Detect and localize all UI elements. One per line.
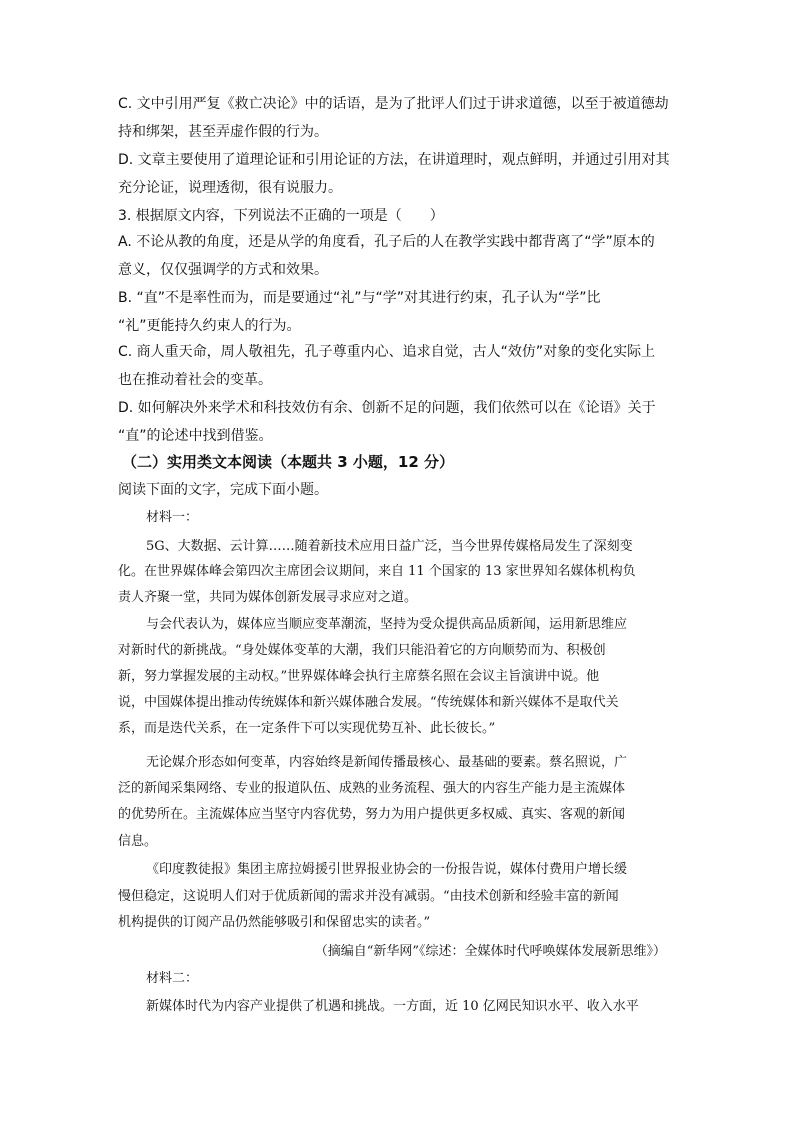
- q3-option-b-line2: “礼”更能持久约束人的行为。: [118, 318, 301, 334]
- material1-p3-line4: 信息。: [118, 834, 158, 849]
- material2-label: 材料二：: [146, 971, 199, 986]
- material1-p4-line3: 机构提供的订阅产品仍然能够吸引和保留忠实的读者。”: [118, 915, 431, 930]
- q3-option-d-line1: D. 如何解决外来学术和科技效仿有余、创新不足的问题，我们依然可以在《论语》关于: [118, 400, 656, 416]
- material1-p2-line5: 系，而是迭代关系，在一定条件下可以实现优势互补、此长彼长。”: [118, 721, 496, 736]
- material1-p1-line2: 化。在世界媒体峰会第四次主席团会议期间，来自 11 个国家的 13 家世界知名媒体机构负: [118, 564, 636, 579]
- material1-source: （摘编自“新华网”《综述：全媒体时代呼唤媒体发展新思维》）: [314, 944, 666, 959]
- q3-stem: 3. 根据原文内容，下列说法不正确的一项是（ ）: [118, 208, 444, 224]
- material2-p1-line1: 新媒体时代为内容产业提供了机遇和挑战。一方面，近 10 亿网民知识水平、收入水平: [146, 999, 639, 1014]
- q3-option-b-line1: B. “直”不是率性而为，而是要通过“礼”与“学”对其进行约束，孔子认为“学”比: [118, 290, 601, 306]
- material1-label: 材料一：: [146, 510, 199, 525]
- material1-p1-line1: 5G、大数据、云计算……随着新技术应用日益广泛，当今世界传媒格局发生了深刻变: [146, 539, 633, 554]
- q3-option-a-line2: 意义，仅仅强调学的方式和效果。: [118, 262, 328, 278]
- q2-option-c-line1: C. 文中引用严复《救亡决论》中的话语，是为了批评人们过于讲求道德，以至于被道德劫: [118, 96, 669, 112]
- q3-option-c-line1: C. 商人重天命，周人敬祖先，孔子尊重内心、追求自觉，古人“效仿”对象的变化实际上: [118, 344, 656, 360]
- section-heading: （二）实用类文本阅读（本题共 3 小题，12 分）: [122, 453, 454, 471]
- q2-option-c-line2: 持和绑架，甚至弄虚作假的行为。: [118, 124, 328, 140]
- q3-option-c-line2: 也在推动着社会的变革。: [118, 372, 272, 388]
- material1-p2-line3: 新，努力掌握发展的主动权。”世界媒体峰会执行主席蔡名照在会议主旨演讲中说。他: [118, 669, 600, 684]
- material1-p4-line1: 《印度教徒报》集团主席拉姆援引世界报业协会的一份报告说，媒体付费用户增长缓: [146, 862, 628, 877]
- material1-p2-line1: 与会代表认为，媒体应当顺应变革潮流，坚持为受众提供高品质新闻，运用新思维应: [146, 617, 628, 632]
- material1-p3-line3: 的优势所在。主流媒体应当坚守内容优势，努力为用户提供更多权威、真实、客观的新闻: [118, 807, 626, 822]
- material1-p2-line2: 对新时代的新挑战。“身处媒体变革的大潮，我们只能沿着它的方向顺势而为、积极创: [118, 643, 606, 658]
- section-instruction: 阅读下面的文字，完成下面小题。: [118, 482, 328, 498]
- material1-p4-line2: 慢但稳定，这说明人们对于优质新闻的需求并没有减弱。“由技术创新和经验丰富的新闻: [118, 889, 619, 904]
- q3-option-a-line1: A. 不论从教的角度，还是从学的角度看，孔子后的人在教学实践中都背离了“学”原本的: [118, 234, 655, 250]
- material1-p2-line4: 说，中国媒体提出推动传统媒体和新兴媒体融合发展。“传统媒体和新兴媒体不是取代关: [118, 695, 619, 710]
- material1-p1-line3: 责人齐聚一堂，共同为媒体创新发展寻求应对之道。: [118, 590, 418, 605]
- q3-option-d-line2: “直”的论述中找到借鉴。: [118, 428, 273, 444]
- q2-option-d-line1: D. 文章主要使用了道理论证和引用论证的方法，在讲道理时，观点鲜明，并通过引用对其: [118, 152, 670, 168]
- material1-p3-line2: 泛的新闻采集网络、专业的报道队伍、成熟的业务流程、强大的内容生产能力是主流媒体: [118, 781, 626, 796]
- q2-option-d-line2: 充分论证，说理透彻，很有说服力。: [118, 180, 342, 196]
- material1-p3-line1: 无论媒介形态如何变革，内容始终是新闻传播最核心、最基础的要素。蔡名照说，广: [146, 755, 628, 770]
